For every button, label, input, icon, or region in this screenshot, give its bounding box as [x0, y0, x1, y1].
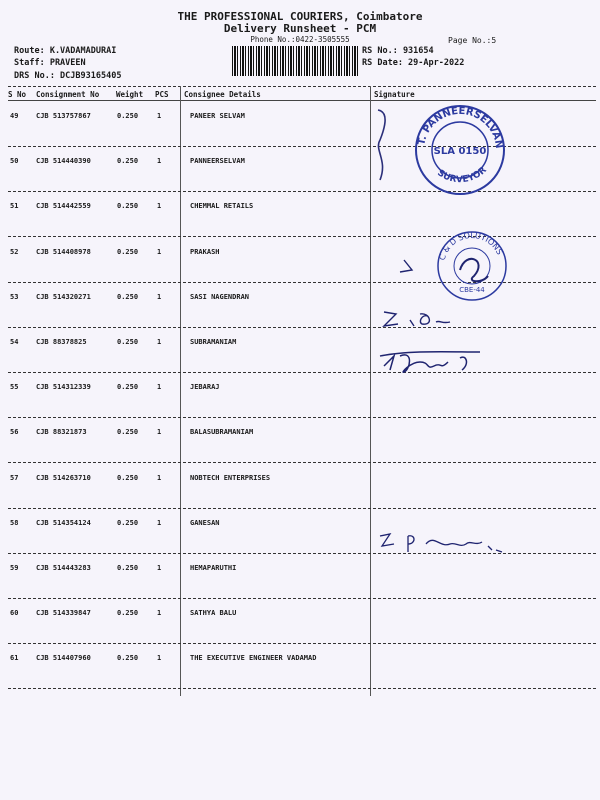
row-sno: 59: [10, 564, 19, 572]
row-pcs: 1: [157, 609, 162, 618]
row-sno: 49: [10, 112, 19, 120]
row-consignment-no: CJB 88321873: [36, 428, 87, 437]
svg-text:C & D SOLUTIONS: C & D SOLUTIONS: [437, 230, 505, 262]
row-weight: 0.250: [117, 338, 139, 346]
route-label: Route: K.VADAMADURAI: [14, 46, 117, 56]
row-pcs: 1: [157, 247, 162, 256]
row-weight: 0.250: [117, 564, 139, 572]
rs-date: RS Date: 29-Apr-2022: [362, 58, 465, 68]
row-consignment-no: CJB 514408978: [36, 247, 91, 256]
svg-text:SLA 0150: SLA 0150: [433, 146, 487, 157]
barcode: [232, 46, 360, 76]
row-pcs: 1: [157, 564, 162, 572]
row-sno: 60: [10, 609, 19, 618]
row-weight: 0.250: [117, 292, 139, 301]
surveyor-stamp: [416, 106, 504, 194]
row-sno: 50: [10, 157, 19, 166]
row-consignee: THE EXECUTIVE ENGINEER VADAMAD: [190, 654, 317, 663]
row-consignee: HEMAPARUTHI: [190, 564, 237, 572]
row-consignee: BALASUBRAMANIAM: [190, 428, 254, 437]
row-consignment-no: CJB 514443283: [36, 564, 91, 572]
row-sno: 55: [10, 383, 19, 392]
row-weight: 0.250: [117, 202, 139, 211]
solutions-stamp: [400, 231, 506, 300]
row-consignee: JEBARAJ: [190, 383, 220, 392]
row-pcs: 1: [157, 518, 162, 527]
row-consignment-no: CJB 513757867: [36, 112, 91, 120]
col-header-sno: S No: [8, 90, 27, 99]
row-weight: 0.250: [117, 112, 139, 120]
row-weight: 0.250: [117, 383, 139, 392]
row-pcs: 1: [157, 292, 162, 301]
svg-text:SURVEYOR: SURVEYOR: [435, 165, 489, 186]
signature-scribble-53: [384, 312, 450, 326]
row-pcs: 1: [157, 428, 162, 437]
row-weight: 0.250: [117, 473, 139, 482]
row-weight: 0.250: [117, 654, 139, 663]
row-weight: 0.250: [117, 247, 139, 256]
col-header-consignee: Consignee Details: [184, 90, 261, 99]
row-consignee: CHEMMAL RETAILS: [190, 202, 254, 211]
row-consignment-no: CJB 88378825: [36, 338, 87, 346]
svg-text:T. PANNEERSELVAN: [416, 106, 504, 149]
row-consignee: PRAKASH: [190, 247, 220, 256]
row-sno: 56: [10, 428, 19, 437]
phone-number: Phone No.:0422-3505555: [250, 35, 350, 44]
row-consignment-no: CJB 514320271: [36, 292, 91, 301]
row-weight: 0.250: [117, 518, 139, 527]
row-sno: 51: [10, 202, 19, 211]
row-weight: 0.250: [117, 428, 139, 437]
row-consignee: NOBTECH ENTERPRISES: [190, 473, 271, 482]
row-weight: 0.250: [117, 609, 139, 618]
row-consignee: PANEER SELVAM: [190, 112, 245, 120]
surveyor-ring-text: T. PANNEERSELVAN: [416, 105, 505, 150]
row-consignment-no: CJB 514263710: [36, 473, 91, 482]
col-header-pcs: PCS: [155, 90, 169, 99]
row-sno: 54: [10, 338, 19, 346]
svg-text:CBE-44: CBE-44: [459, 286, 485, 294]
drs-number: DRS No.: DCJB93165405: [14, 71, 122, 81]
row-pcs: 1: [157, 383, 162, 392]
row-sno: 53: [10, 292, 19, 301]
signature-area: [370, 100, 596, 700]
row-consignee: SUBRAMANIAM: [190, 338, 237, 346]
row-consignee: PANNEERSELVAM: [190, 157, 245, 166]
row-consignment-no: CJB 514354124: [36, 518, 91, 527]
row-consignment-no: CJB 514339847: [36, 609, 91, 618]
col-header-consignment: Consignment No: [36, 90, 100, 99]
row-consignee: GANESAN: [190, 518, 220, 527]
row-consignment-no: CJB 514407960: [36, 654, 91, 663]
document-subtitle: Delivery Runsheet - PCM: [223, 22, 377, 35]
staff-label: Staff: PRAVEEN: [14, 58, 86, 68]
row-consignee: SATHYA BALU: [190, 609, 237, 618]
signature-scribble-49: [378, 110, 385, 180]
row-pcs: 1: [157, 112, 162, 120]
signature-scribble-58: [380, 534, 502, 552]
col-header-signature: Signature: [374, 90, 415, 99]
row-sno: 58: [10, 518, 19, 527]
row-consignment-no: CJB 514312339: [36, 383, 91, 392]
table-top-rule: [8, 86, 596, 87]
row-consignment-no: CJB 514442559: [36, 202, 91, 211]
row-weight: 0.250: [117, 157, 139, 166]
document-title: THE PROFESSIONAL COURIERS, Coimbatore: [177, 10, 423, 23]
page-number: Page No.:5: [448, 36, 497, 45]
row-sno: 57: [10, 473, 19, 482]
row-consignment-no: CJB 514440390: [36, 157, 91, 166]
row-pcs: 1: [157, 473, 162, 482]
row-pcs: 1: [157, 338, 162, 346]
rs-number: RS No.: 931654: [362, 46, 434, 56]
row-sno: 61: [10, 654, 19, 663]
row-consignee: SASI NAGENDRAN: [190, 292, 250, 301]
col-header-weight: Weight: [116, 90, 144, 99]
row-sno: 52: [10, 247, 19, 256]
row-pcs: 1: [157, 157, 162, 166]
signature-scribble-54: [380, 352, 480, 373]
row-pcs: 1: [157, 202, 162, 211]
row-pcs: 1: [157, 654, 162, 663]
